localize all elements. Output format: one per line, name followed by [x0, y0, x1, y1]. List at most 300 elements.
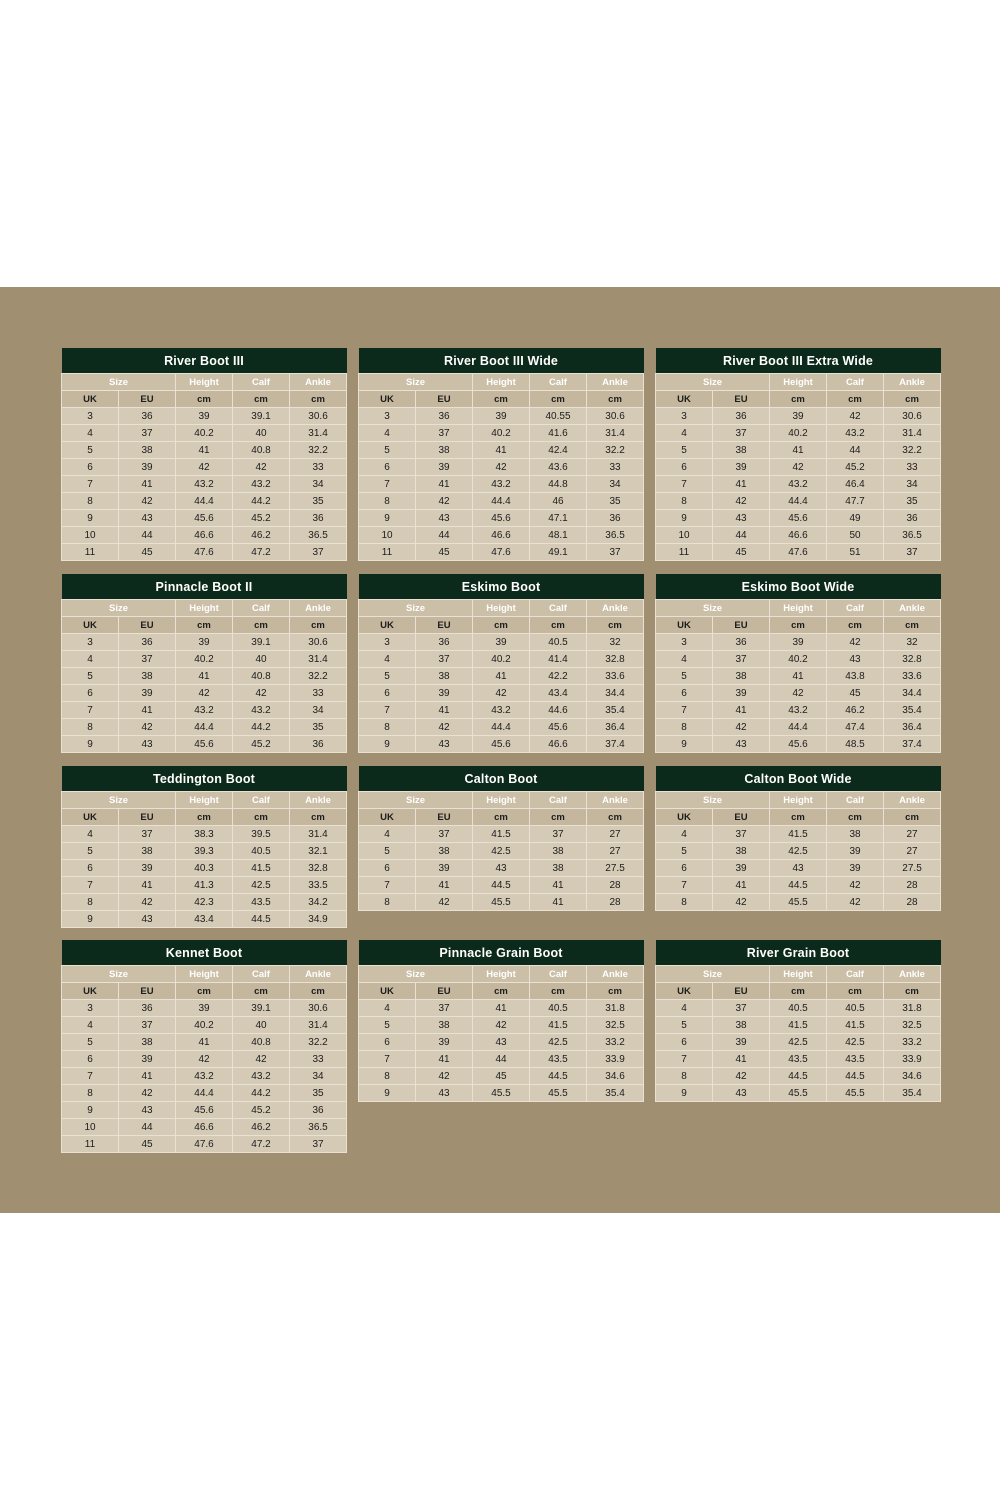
table-cell: 42: [416, 493, 473, 510]
table-cell: 41: [473, 1000, 530, 1017]
table-cell: 27.5: [884, 860, 941, 877]
table-cell: 47.6: [473, 544, 530, 561]
table-row: [656, 634, 941, 651]
table-cell: 43.2: [473, 702, 530, 719]
table-cell: 38: [119, 668, 176, 685]
table-cell: 42: [119, 894, 176, 911]
table-cell: 4: [359, 1000, 416, 1017]
unit-header: cm: [587, 617, 644, 634]
table-row: [359, 843, 644, 860]
table-cell: 38: [713, 843, 770, 860]
table-cell: 5: [359, 1017, 416, 1034]
table-row: [359, 510, 644, 527]
calf-header: Calf: [530, 374, 587, 391]
table-cell: 9: [656, 1085, 713, 1102]
table-cell: 43: [473, 1034, 530, 1051]
table-cell: 47.1: [530, 510, 587, 527]
table-cell: 41: [713, 877, 770, 894]
table-cell: 41.6: [530, 425, 587, 442]
calf-header: Calf: [530, 966, 587, 983]
table-cell: 42: [713, 719, 770, 736]
measure-header-row: [62, 600, 347, 617]
chart-title-row: [62, 348, 347, 374]
table-cell: 42: [770, 459, 827, 476]
size-header: Size: [62, 792, 176, 809]
unit-header-row: [359, 809, 644, 826]
table-cell: 41.5: [770, 826, 827, 843]
table-cell: 36: [713, 634, 770, 651]
table-cell: 43: [119, 1102, 176, 1119]
unit-header: EU: [416, 809, 473, 826]
table-cell: 40: [233, 1017, 290, 1034]
table-cell: 39: [713, 459, 770, 476]
table-cell: 44: [119, 527, 176, 544]
table-cell: 43.8: [827, 668, 884, 685]
table-cell: 6: [62, 860, 119, 877]
table-row: [62, 1085, 347, 1102]
table-cell: 40.2: [176, 651, 233, 668]
table-cell: 3: [62, 634, 119, 651]
table-cell: 7: [656, 702, 713, 719]
table-cell: 7: [359, 877, 416, 894]
table-cell: 44.4: [176, 1085, 233, 1102]
table-cell: 37: [290, 1136, 347, 1153]
table-cell: 44.2: [233, 493, 290, 510]
height-header: Height: [770, 600, 827, 617]
table-cell: 32: [587, 634, 644, 651]
table-cell: 39: [119, 1051, 176, 1068]
table-cell: 47.7: [827, 493, 884, 510]
table-cell: 46.2: [827, 702, 884, 719]
unit-header: EU: [416, 391, 473, 408]
table-cell: 42: [827, 634, 884, 651]
table-row: [359, 476, 644, 493]
table-cell: 43.2: [827, 425, 884, 442]
table-cell: 31.8: [587, 1000, 644, 1017]
table-cell: 6: [656, 685, 713, 702]
table-cell: 47.6: [176, 1136, 233, 1153]
table-cell: 45.5: [530, 1085, 587, 1102]
unit-header: cm: [473, 809, 530, 826]
table-row: [656, 1068, 941, 1085]
unit-header: cm: [770, 983, 827, 1000]
unit-header: cm: [587, 391, 644, 408]
table-cell: 40.5: [530, 1000, 587, 1017]
table-row: [359, 425, 644, 442]
table-cell: 39: [473, 634, 530, 651]
table-cell: 46.6: [473, 527, 530, 544]
ankle-header: Ankle: [587, 600, 644, 617]
table-cell: 45: [713, 544, 770, 561]
table-cell: 39: [119, 459, 176, 476]
table-cell: 41: [176, 442, 233, 459]
table-cell: 46.6: [176, 1119, 233, 1136]
height-header: Height: [176, 966, 233, 983]
chart-title: Teddington Boot: [62, 766, 347, 792]
table-cell: 43.2: [770, 476, 827, 493]
table-cell: 5: [359, 442, 416, 459]
table-cell: 41: [176, 1034, 233, 1051]
unit-header: UK: [62, 809, 119, 826]
measure-header-row: [62, 374, 347, 391]
table-cell: 30.6: [290, 634, 347, 651]
table-cell: 39: [176, 634, 233, 651]
table-cell: 45.5: [770, 1085, 827, 1102]
unit-header: EU: [713, 617, 770, 634]
table-cell: 44.5: [827, 1068, 884, 1085]
table-cell: 35: [290, 719, 347, 736]
table-cell: 7: [656, 1051, 713, 1068]
table-cell: 38: [416, 668, 473, 685]
size-chart: [61, 766, 347, 928]
table-cell: 41: [416, 1051, 473, 1068]
table-cell: 41: [473, 668, 530, 685]
table-row: [359, 894, 644, 911]
table-cell: 33.2: [884, 1034, 941, 1051]
table-cell: 9: [656, 510, 713, 527]
table-row: [62, 1017, 347, 1034]
table-cell: 30.6: [884, 408, 941, 425]
table-row: [359, 634, 644, 651]
measure-header-row: [359, 374, 644, 391]
unit-header: UK: [656, 983, 713, 1000]
table-cell: 8: [359, 719, 416, 736]
unit-header: EU: [119, 391, 176, 408]
table-cell: 37: [290, 544, 347, 561]
table-row: [62, 1102, 347, 1119]
table-cell: 8: [62, 894, 119, 911]
calf-header: Calf: [827, 600, 884, 617]
table-cell: 45.6: [473, 736, 530, 753]
unit-header-row: [62, 391, 347, 408]
chart-title: Pinnacle Boot II: [62, 574, 347, 600]
table-cell: 8: [656, 894, 713, 911]
size-header: Size: [656, 600, 770, 617]
table-cell: 38: [713, 668, 770, 685]
table-row: [62, 476, 347, 493]
table-cell: 40.2: [176, 1017, 233, 1034]
table-row: [62, 408, 347, 425]
chart-title: River Boot III Wide: [359, 348, 644, 374]
unit-header: cm: [884, 617, 941, 634]
table-cell: 43: [119, 911, 176, 928]
table-cell: 45: [416, 544, 473, 561]
size-header: Size: [656, 792, 770, 809]
table-row: [62, 719, 347, 736]
table-cell: 37: [416, 1000, 473, 1017]
table-cell: 7: [656, 476, 713, 493]
table-cell: 41: [713, 476, 770, 493]
table-cell: 44.6: [530, 702, 587, 719]
table-cell: 38: [119, 442, 176, 459]
chart-title: Kennet Boot: [62, 940, 347, 966]
chart-title-row: [359, 574, 644, 600]
table-cell: 47.4: [827, 719, 884, 736]
table-cell: 44: [119, 1119, 176, 1136]
unit-header: EU: [713, 983, 770, 1000]
table-cell: 28: [884, 894, 941, 911]
table-cell: 38: [713, 442, 770, 459]
table-cell: 36.5: [884, 527, 941, 544]
table-cell: 46.2: [233, 527, 290, 544]
table-cell: 35: [587, 493, 644, 510]
table-cell: 42: [827, 877, 884, 894]
table-cell: 45.2: [233, 1102, 290, 1119]
table-cell: 41: [416, 702, 473, 719]
table-cell: 43.2: [233, 702, 290, 719]
table-row: [359, 459, 644, 476]
table-cell: 9: [62, 1102, 119, 1119]
chart-title-row: [656, 766, 941, 792]
table-cell: 43.5: [770, 1051, 827, 1068]
table-cell: 5: [62, 843, 119, 860]
size-header: Size: [62, 600, 176, 617]
chart-title: River Boot III: [62, 348, 347, 374]
table-cell: 42: [416, 719, 473, 736]
size-chart: [655, 940, 941, 1102]
chart-title: River Grain Boot: [656, 940, 941, 966]
unit-header: cm: [290, 391, 347, 408]
table-cell: 39: [713, 860, 770, 877]
unit-header: cm: [587, 809, 644, 826]
table-cell: 40.5: [770, 1000, 827, 1017]
table-row: [62, 877, 347, 894]
chart-title: Pinnacle Grain Boot: [359, 940, 644, 966]
table-cell: 11: [656, 544, 713, 561]
table-cell: 43.2: [770, 702, 827, 719]
table-cell: 37: [713, 1000, 770, 1017]
table-cell: 37: [587, 544, 644, 561]
height-header: Height: [770, 374, 827, 391]
table-cell: 43.5: [233, 894, 290, 911]
table-cell: 36: [416, 408, 473, 425]
table-cell: 44: [827, 442, 884, 459]
table-cell: 34: [290, 702, 347, 719]
table-cell: 44.5: [770, 877, 827, 894]
table-cell: 27: [587, 843, 644, 860]
table-cell: 37: [713, 651, 770, 668]
chart-title-row: [359, 348, 644, 374]
table-cell: 7: [359, 1051, 416, 1068]
table-cell: 45.6: [770, 510, 827, 527]
table-cell: 6: [359, 459, 416, 476]
table-cell: 43: [713, 736, 770, 753]
unit-header: UK: [62, 617, 119, 634]
unit-header-row: [656, 391, 941, 408]
unit-header: EU: [713, 809, 770, 826]
table-row: [656, 459, 941, 476]
table-row: [656, 668, 941, 685]
table-cell: 36: [290, 736, 347, 753]
table-cell: 9: [62, 510, 119, 527]
table-cell: 42: [827, 408, 884, 425]
size-header: Size: [656, 374, 770, 391]
table-cell: 28: [587, 877, 644, 894]
table-cell: 31.4: [290, 826, 347, 843]
table-cell: 37: [416, 826, 473, 843]
table-cell: 6: [359, 1034, 416, 1051]
measure-header-row: [359, 792, 644, 809]
table-row: [359, 1000, 644, 1017]
chart-title-row: [656, 940, 941, 966]
size-chart: [61, 940, 347, 1153]
unit-header: cm: [770, 809, 827, 826]
table-cell: 44.5: [530, 1068, 587, 1085]
size-header: Size: [359, 966, 473, 983]
unit-header: UK: [62, 983, 119, 1000]
unit-header: cm: [290, 809, 347, 826]
table-cell: 42: [416, 894, 473, 911]
unit-header-row: [656, 617, 941, 634]
table-cell: 45.2: [233, 736, 290, 753]
table-cell: 39: [473, 408, 530, 425]
unit-header: EU: [416, 983, 473, 1000]
table-cell: 44.4: [770, 719, 827, 736]
table-row: [656, 1000, 941, 1017]
table-cell: 37: [884, 544, 941, 561]
table-row: [359, 1051, 644, 1068]
size-header: Size: [62, 374, 176, 391]
table-cell: 38: [416, 843, 473, 860]
table-cell: 42.5: [827, 1034, 884, 1051]
unit-header: cm: [827, 809, 884, 826]
ankle-header: Ankle: [290, 966, 347, 983]
table-cell: 38: [530, 843, 587, 860]
unit-header: EU: [119, 983, 176, 1000]
table-cell: 43: [713, 1085, 770, 1102]
unit-header: cm: [233, 983, 290, 1000]
table-cell: 39: [827, 843, 884, 860]
table-cell: 34: [587, 476, 644, 493]
table-cell: 31.4: [290, 651, 347, 668]
table-cell: 7: [359, 702, 416, 719]
table-row: [656, 493, 941, 510]
table-cell: 36: [290, 1102, 347, 1119]
table-cell: 40.8: [233, 1034, 290, 1051]
table-cell: 32.1: [290, 843, 347, 860]
table-cell: 42: [176, 1051, 233, 1068]
table-row: [656, 843, 941, 860]
table-cell: 36: [119, 634, 176, 651]
unit-header-row: [62, 983, 347, 1000]
table-cell: 40.2: [770, 425, 827, 442]
unit-header: cm: [176, 983, 233, 1000]
table-cell: 38: [416, 442, 473, 459]
table-cell: 8: [62, 719, 119, 736]
table-cell: 45: [119, 544, 176, 561]
table-cell: 49: [827, 510, 884, 527]
height-header: Height: [176, 374, 233, 391]
table-cell: 41: [119, 476, 176, 493]
size-header: Size: [359, 600, 473, 617]
table-row: [62, 685, 347, 702]
table-cell: 10: [656, 527, 713, 544]
measure-header-row: [656, 966, 941, 983]
table-cell: 43: [416, 1085, 473, 1102]
table-row: [62, 425, 347, 442]
height-header: Height: [770, 792, 827, 809]
unit-header: cm: [473, 983, 530, 1000]
table-row: [359, 442, 644, 459]
table-cell: 34: [884, 476, 941, 493]
table-cell: 37: [713, 826, 770, 843]
calf-header: Calf: [233, 600, 290, 617]
measure-header-row: [359, 966, 644, 983]
table-cell: 9: [359, 736, 416, 753]
table-row: [62, 1034, 347, 1051]
table-cell: 4: [62, 1017, 119, 1034]
table-cell: 43.2: [176, 702, 233, 719]
unit-header: UK: [359, 617, 416, 634]
unit-header: UK: [359, 809, 416, 826]
table-cell: 45: [473, 1068, 530, 1085]
table-row: [62, 1136, 347, 1153]
table-cell: 40.8: [233, 668, 290, 685]
table-cell: 39: [770, 408, 827, 425]
table-cell: 38: [530, 860, 587, 877]
unit-header: EU: [713, 391, 770, 408]
table-cell: 27.5: [587, 860, 644, 877]
table-cell: 37: [530, 826, 587, 843]
table-cell: 5: [62, 442, 119, 459]
table-cell: 39: [176, 408, 233, 425]
table-cell: 36.5: [290, 1119, 347, 1136]
unit-header: cm: [233, 809, 290, 826]
table-cell: 42: [233, 459, 290, 476]
height-header: Height: [176, 792, 233, 809]
table-cell: 39: [416, 860, 473, 877]
unit-header: cm: [827, 391, 884, 408]
unit-header: cm: [827, 983, 884, 1000]
table-row: [359, 826, 644, 843]
unit-header: cm: [884, 391, 941, 408]
table-row: [62, 651, 347, 668]
chart-title-row: [359, 940, 644, 966]
table-cell: 42: [119, 1085, 176, 1102]
table-cell: 32.5: [884, 1017, 941, 1034]
table-cell: 41: [416, 877, 473, 894]
table-cell: 3: [62, 1000, 119, 1017]
table-row: [359, 1017, 644, 1034]
table-cell: 33.2: [587, 1034, 644, 1051]
table-row: [656, 860, 941, 877]
table-cell: 41.5: [530, 1017, 587, 1034]
table-cell: 37.4: [587, 736, 644, 753]
table-cell: 39.1: [233, 1000, 290, 1017]
table-cell: 5: [359, 668, 416, 685]
height-header: Height: [473, 374, 530, 391]
table-cell: 42: [119, 719, 176, 736]
table-row: [656, 544, 941, 561]
chart-title: River Boot III Extra Wide: [656, 348, 941, 374]
table-cell: 32.2: [290, 668, 347, 685]
table-cell: 41: [770, 442, 827, 459]
unit-header-row: [359, 391, 644, 408]
table-row: [656, 685, 941, 702]
table-cell: 39: [713, 685, 770, 702]
table-cell: 4: [62, 826, 119, 843]
table-cell: 7: [62, 1068, 119, 1085]
table-cell: 41: [713, 702, 770, 719]
table-cell: 8: [656, 493, 713, 510]
table-cell: 36.4: [884, 719, 941, 736]
table-cell: 35.4: [884, 1085, 941, 1102]
table-row: [359, 651, 644, 668]
table-row: [359, 736, 644, 753]
table-cell: 35: [290, 1085, 347, 1102]
table-row: [656, 1017, 941, 1034]
table-cell: 45.2: [827, 459, 884, 476]
